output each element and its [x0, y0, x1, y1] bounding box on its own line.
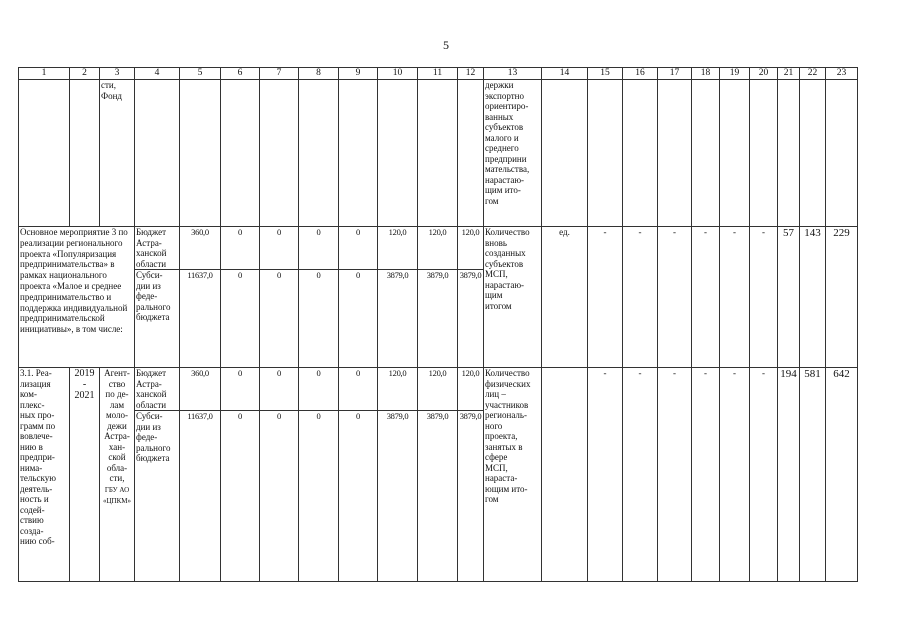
- cell-years: 2019 - 2021: [70, 368, 100, 582]
- cell-value: 11637,0: [180, 270, 221, 368]
- header-cell: 15: [588, 68, 623, 80]
- header-cell: 5: [180, 68, 221, 80]
- cell-value: 0: [260, 227, 299, 270]
- cell-indicator: Количество вновь созданных субъектов МСП, нарастаю- щим итогом: [484, 227, 542, 368]
- header-cell: 17: [658, 68, 692, 80]
- cell-value: 0: [299, 270, 339, 368]
- cell-target: 581: [800, 368, 826, 582]
- header-cell: 22: [800, 68, 826, 80]
- cell-target: 229: [826, 227, 858, 368]
- cell-dash: -: [588, 227, 623, 368]
- table-row: [19, 80, 858, 227]
- cell-executor: [100, 368, 135, 582]
- cell-dash: -: [658, 368, 692, 582]
- header-cell: 3: [100, 68, 135, 80]
- cell-value: 0: [299, 227, 339, 270]
- header-cell: 2: [70, 68, 100, 80]
- cell-name: [19, 80, 70, 227]
- cell-executor: сти, Фонд: [100, 80, 135, 227]
- cell-value: 120,0: [458, 368, 484, 411]
- cell-indicator: держки экспортно ориентиро- ванных субъектов малого и среднего предприни мательства, нарастаю- щим ито- гом: [484, 80, 542, 227]
- cell-dash: -: [692, 368, 720, 582]
- cell-dash: -: [658, 227, 692, 368]
- header-cell: 8: [299, 68, 339, 80]
- cell-value: 120,0: [418, 368, 458, 411]
- header-cell: 21: [778, 68, 800, 80]
- cell-dash: -: [750, 368, 778, 582]
- cell-value: 120,0: [458, 227, 484, 270]
- cell-dash: -: [720, 227, 750, 368]
- cell-dash: -: [692, 227, 720, 368]
- cell-value: 0: [339, 368, 378, 411]
- header-cell: 20: [750, 68, 778, 80]
- cell-value: 3879,0: [458, 411, 484, 582]
- cell-indicator: Количество физических лиц – участников региональ- ного проекта, занятых в сфере МСП, нараста- ющим ито- гом: [484, 368, 542, 582]
- cell-value: 0: [339, 227, 378, 270]
- cell-dash: -: [750, 227, 778, 368]
- header-cell: 23: [826, 68, 858, 80]
- cell-target: 57: [778, 227, 800, 368]
- header-cell: 10: [378, 68, 418, 80]
- cell-value: 120,0: [418, 227, 458, 270]
- header-cell: 7: [260, 68, 299, 80]
- cell-value: 3879,0: [458, 270, 484, 368]
- cell-value: 0: [221, 411, 260, 582]
- cell-name: Основное мероприятие 3 по реализации регионального проекта «Популяризация предпринимательства» в рамках национального проекта «Малое и среднее предпринимательство и поддержка индивидуальной предпринимательской инициативы», в том числе:: [19, 227, 135, 368]
- cell-value: 120,0: [378, 227, 418, 270]
- cell-fund: Субси- дии из феде- рального бюджета: [135, 411, 180, 582]
- cell-value: 360,0: [180, 368, 221, 411]
- header-cell: 16: [623, 68, 658, 80]
- header-cell: 1: [19, 68, 70, 80]
- cell-dash: -: [588, 368, 623, 582]
- header-cell: 18: [692, 68, 720, 80]
- header-row: [19, 68, 858, 80]
- table-row: [19, 368, 858, 411]
- cell-fund: Бюджет Астра- ханской области: [135, 227, 180, 270]
- cell-fund: Субси- дии из феде- рального бюджета: [135, 270, 180, 368]
- cell-dash: -: [720, 368, 750, 582]
- cell-target: 143: [800, 227, 826, 368]
- page-number: 5: [443, 38, 449, 52]
- header-cell: 11: [418, 68, 458, 80]
- header-cell: 9: [339, 68, 378, 80]
- cell-fund: [135, 80, 180, 227]
- cell-value: 0: [299, 411, 339, 582]
- executor-text: Агент- ство по де- лам моло- дежи Астра- хан- ской обла- сти,: [104, 368, 130, 483]
- cell-value: 11637,0: [180, 411, 221, 582]
- header-cell: 6: [221, 68, 260, 80]
- cell-value: 0: [260, 270, 299, 368]
- header-cell: 4: [135, 68, 180, 80]
- cell-fund: Бюджет Астра- ханской области: [135, 368, 180, 411]
- cell-value: 0: [221, 227, 260, 270]
- cell-dash: -: [623, 368, 658, 582]
- cell-value: 0: [260, 368, 299, 411]
- cell-name: 3.1. Реа- лизация ком- плекс- ных про- грамм по вовлече- нию в предпри- нима- тельскую деятель- ность и содей- ствию созда- нию соб-: [19, 368, 70, 582]
- cell-value: 3879,0: [378, 270, 418, 368]
- cell-unit: ед.: [542, 227, 588, 368]
- cell-value: 0: [221, 368, 260, 411]
- cell-value: 0: [339, 270, 378, 368]
- cell-unit: [542, 368, 588, 582]
- cell-value: 360,0: [180, 227, 221, 270]
- header-cell: 19: [720, 68, 750, 80]
- cell-value: 120,0: [378, 368, 418, 411]
- cell-value: 3879,0: [418, 411, 458, 582]
- table-row: [19, 227, 858, 270]
- cell-target: 642: [826, 368, 858, 582]
- cell-value: 0: [339, 411, 378, 582]
- header-cell: 12: [458, 68, 484, 80]
- cell-value: 0: [260, 411, 299, 582]
- cell-years: [70, 80, 100, 227]
- document-table: [18, 67, 858, 582]
- header-cell: 13: [484, 68, 542, 80]
- cell-value: 0: [221, 270, 260, 368]
- header-cell: 14: [542, 68, 588, 80]
- cell-dash: -: [623, 227, 658, 368]
- cell-value: 0: [299, 368, 339, 411]
- executor-org: ГБУ АО «ЦПКМ»: [102, 485, 131, 505]
- cell-value: 3879,0: [378, 411, 418, 582]
- cell-value: 3879,0: [418, 270, 458, 368]
- cell-target: 194: [778, 368, 800, 582]
